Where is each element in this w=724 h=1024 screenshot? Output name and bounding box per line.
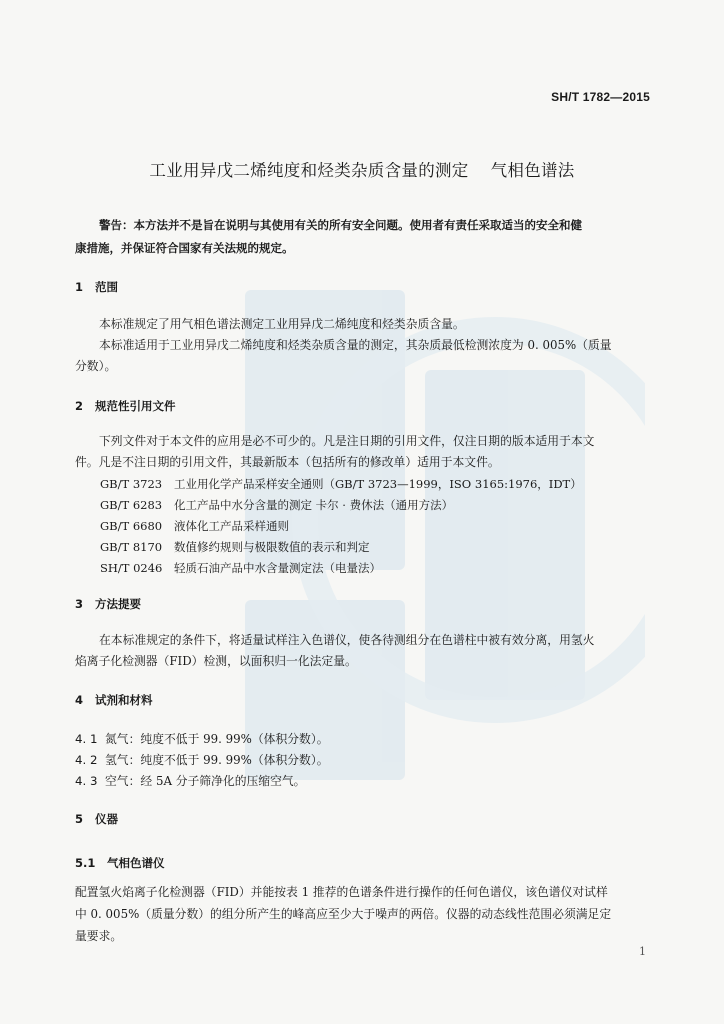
reference-item: GB/T 6680 液体化工产品采样通则 [100, 519, 289, 533]
title-sub: 气相色谱法 [490, 161, 575, 180]
section-heading-gc: 5.1 气相色谱仪 [75, 856, 165, 870]
references-intro: 下列文件对于本文件的应用是必不可少的。凡是注日期的引用文件，仅注日期的版本适用于本文 件。凡是不注日期的引用文件，其最新版本（包括所有的修改单）适用于本文件。 [75, 434, 595, 469]
page-title [0, 157, 724, 181]
reference-item: GB/T 6283 化工产品中水分含量的测定 卡尔 · 费休法（通用方法） [100, 498, 454, 512]
scope-paragraph: 本标准适用于工业用异戊二烯纯度和烃类杂质含量的测定，其杂质最低检测浓度为 0. 005%（质量 [99, 338, 612, 352]
material-item: 4. 1 氮气：纯度不低于 99. 99%（体积分数）。 [75, 732, 329, 746]
standard-code: SH/T 1782—2015 [551, 90, 650, 104]
warning-line: 警告：本方法并不是旨在说明与其使用有关的所有安全问题。使用者有责任采取适当的安全和健 [99, 218, 582, 232]
scope-paragraph: 本标准规定了用气相色谱法测定工业用异戊二烯纯度和烃类杂质含量。 [99, 317, 465, 331]
reference-item: GB/T 3723 工业用化学产品采样安全通则（GB/T 3723—1999，ISO 3165:1976，IDT） [100, 477, 582, 491]
scope-text [75, 314, 650, 377]
section-heading-apparatus: 5 仪器 [75, 812, 118, 826]
warning-notice [75, 214, 650, 260]
material-item: 4. 2 氢气：纯度不低于 99. 99%（体积分数）。 [75, 753, 329, 767]
section-heading-method: 3 方法提要 [75, 597, 141, 611]
section-heading-references: 2 规范性引用文件 [75, 399, 176, 413]
gc-text: 配置氢火焰离子化检测器（FID）并能按表 1 推荐的色谱条件进行操作的任何色谱仪，该色谱仪对试样 中 0. 005%（质量分数）的组分所产生的峰高应至少大于噪声的两倍。仪器的动态线性范围必须满足定 量要求。 [75, 885, 612, 943]
method-text: 在本标准规定的条件下，将适量试样注入色谱仪，使各待测组分在色谱柱中被有效分离，用氢火 焰离子化检测器（FID）检测，以面积归一化法定量。 [75, 633, 595, 668]
title-main: 工业用异戊二烯纯度和烃类杂质含量的测定 [149, 161, 469, 180]
material-item: 4. 3 空气：经 5A 分子筛净化的压缩空气。 [75, 774, 306, 788]
page-number: 1 [639, 945, 646, 958]
section-heading-materials: 4 试剂和材料 [75, 693, 153, 707]
scope-paragraph: 分数）。 [75, 359, 117, 373]
reference-item: SH/T 0246 轻质石油产品中水含量测定法（电量法） [100, 561, 381, 575]
section-heading-scope: 1 范围 [75, 280, 118, 294]
reference-item: GB/T 8170 数值修约规则与极限数值的表示和判定 [100, 540, 370, 554]
warning-line: 康措施，并保证符合国家有关法规的规定。 [75, 241, 294, 255]
